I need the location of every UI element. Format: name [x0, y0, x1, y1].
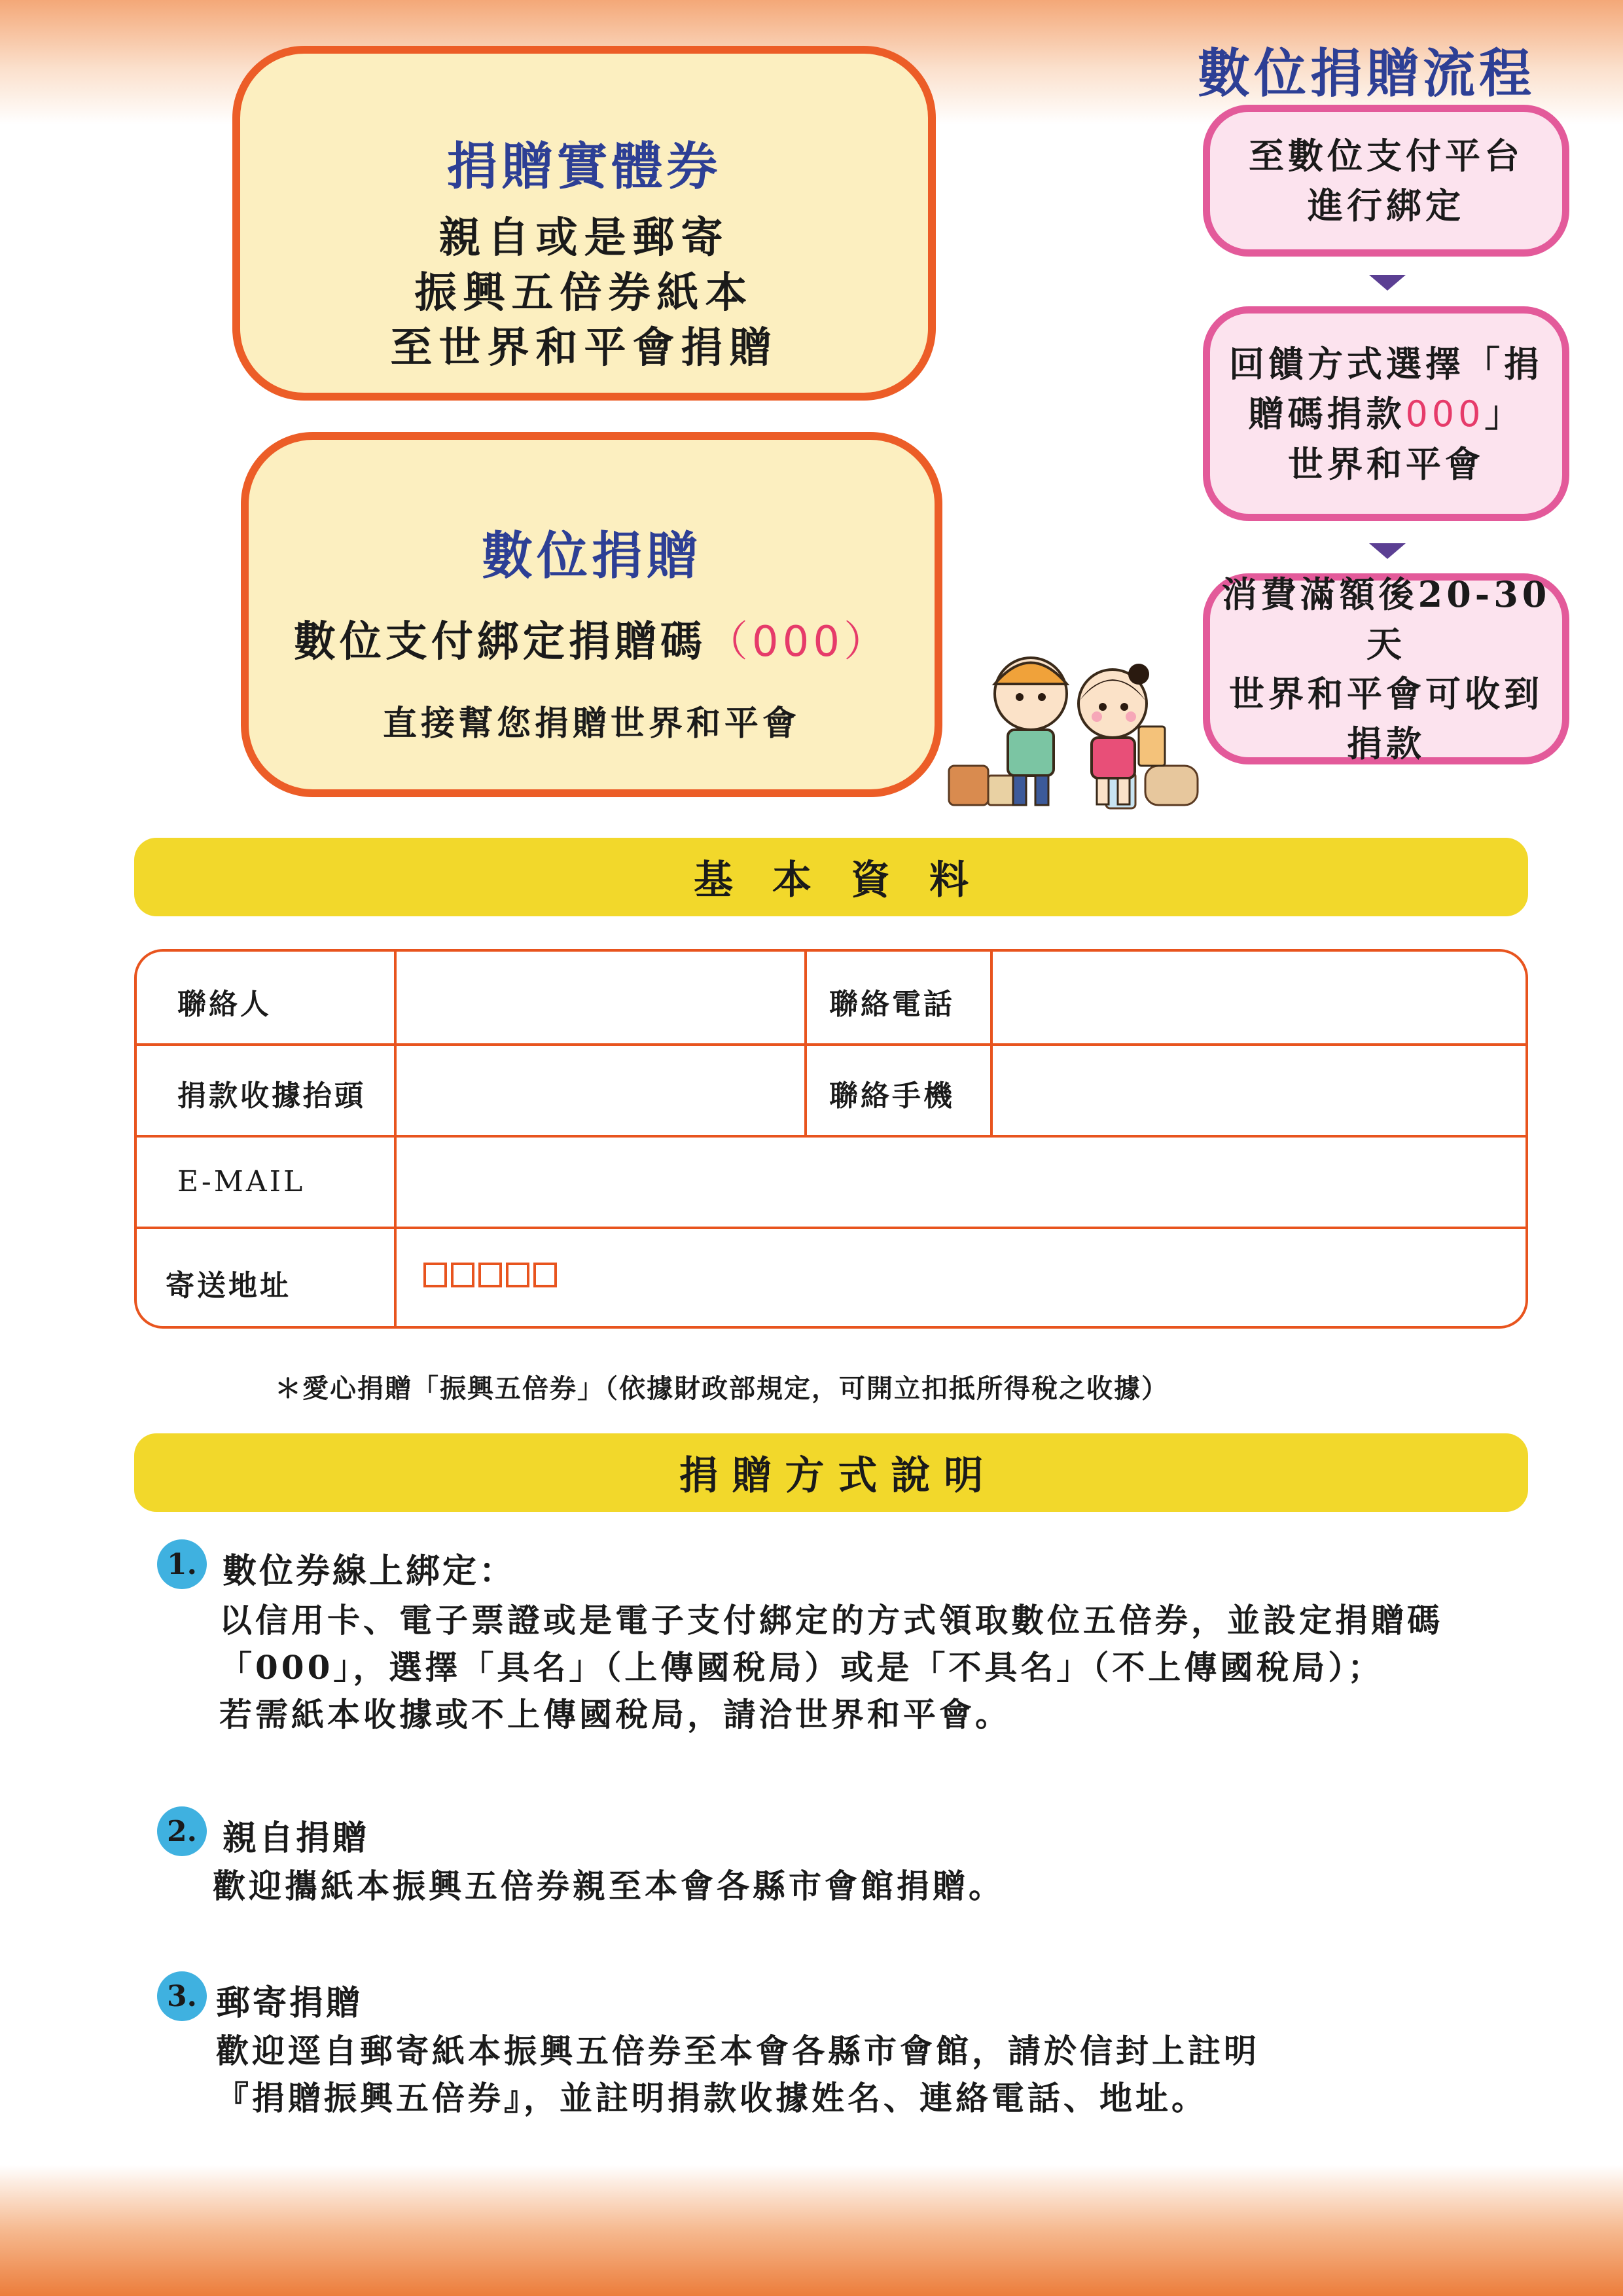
- digital-card-line2: 直接幫您捐贈世界和平會: [382, 704, 800, 744]
- email-label: E-MAIL: [177, 1165, 306, 1198]
- method-3-title: 郵寄捐贈: [216, 1983, 363, 2023]
- digital-card-line1-prefix: 數位支付綁定捐贈碼: [293, 617, 706, 666]
- step-number-badge: 2.: [157, 1806, 207, 1856]
- method-1-body: [219, 1597, 1443, 1738]
- flow-step-2-line: 回饋方式選擇「捐: [1229, 342, 1543, 385]
- digital-card-line1: [249, 608, 935, 668]
- flow-step-2: [1203, 306, 1569, 521]
- flow-step-3-line: 消費滿額後20-30天: [1221, 573, 1551, 665]
- method-2-body: [213, 1863, 1005, 1910]
- digital-card-title: 數位捐贈: [481, 526, 702, 586]
- digital-donation-card: [241, 432, 942, 797]
- step-number-badge: 3.: [157, 1971, 207, 2021]
- email-field[interactable]: [397, 1138, 1528, 1227]
- contact-phone-label: 聯絡電話: [829, 988, 955, 1021]
- basic-info-form: [134, 949, 1528, 1329]
- method-1-line: 「000」，選擇「具名」（上傳國稅局）或是「不具名」（不上傳國稅局）；: [219, 1648, 1384, 1687]
- step-number-badge: 1.: [157, 1539, 207, 1589]
- method-1-line: 若需紙本收據或不上傳國稅局，請洽世界和平會。: [219, 1695, 1011, 1734]
- method-3-line: 『捐贈振興五倍券』，並註明捐款收據姓名、連絡電話、地址。: [216, 2079, 1207, 2117]
- flow-step-3: [1203, 573, 1569, 764]
- method-3-body: [216, 2028, 1260, 2122]
- contact-person-label: 聯絡人: [177, 988, 272, 1021]
- flow-step-3-line: 捐款: [1347, 723, 1425, 764]
- flow-step-1-line: 至數位支付平台: [1249, 135, 1524, 177]
- zip-code-box[interactable]: [506, 1263, 529, 1287]
- physical-card-title: 捐贈實體券: [446, 137, 722, 196]
- flow-step-1-line: 進行綁定: [1308, 185, 1465, 226]
- zip-code-box[interactable]: [423, 1263, 447, 1287]
- address-field[interactable]: [397, 1229, 1528, 1329]
- bottom-gradient: [0, 2165, 1623, 2296]
- zip-code-box[interactable]: [478, 1263, 502, 1287]
- tax-deduction-note: ＊愛心捐贈「振興五倍券」（依據財政部規定，可開立扣抵所得稅之收據）: [275, 1373, 1169, 1404]
- flow-step-2-suffix: 」: [1484, 392, 1524, 435]
- zip-code-box[interactable]: [533, 1263, 557, 1287]
- flow-donation-code: 000: [1405, 393, 1485, 435]
- flow-arrow-icon: [1369, 275, 1406, 291]
- receipt-title-label: 捐款收據抬頭: [177, 1079, 366, 1113]
- physical-card-line: 至世界和平會捐贈: [390, 323, 778, 372]
- mobile-label: 聯絡手機: [829, 1079, 955, 1113]
- flow-step-3-line: 世界和平會可收到: [1229, 673, 1543, 715]
- method-2-line: 歡迎攜紙本振興五倍券親至本會各縣市會館捐贈。: [213, 1867, 1005, 1905]
- kids-donation-illustration: [942, 635, 1217, 818]
- flow-step-2-line: 世界和平會: [1288, 442, 1484, 485]
- physical-card-line: 振興五倍券紙本: [414, 268, 754, 317]
- flow-step-2-prefix: 贈碼捐款: [1248, 392, 1406, 435]
- flow-arrow-icon: [1369, 543, 1406, 559]
- flow-title: 數位捐贈流程: [1198, 43, 1535, 104]
- contact-phone-field[interactable]: [993, 952, 1528, 1043]
- basic-info-heading: 基 本 資 料: [134, 838, 1528, 916]
- donation-methods-heading: 捐 贈 方 式 說 明: [134, 1433, 1528, 1512]
- contact-person-field[interactable]: [397, 952, 804, 1043]
- physical-card-line: 親自或是郵寄: [438, 213, 730, 262]
- zip-code-box[interactable]: [451, 1263, 474, 1287]
- mobile-field[interactable]: [993, 1046, 1528, 1135]
- receipt-title-field[interactable]: [397, 1046, 804, 1135]
- flow-step-1: [1203, 105, 1569, 257]
- address-label: 寄送地址: [166, 1269, 291, 1302]
- flow-step-2-line: [1248, 389, 1524, 439]
- donation-code: （000）: [705, 618, 890, 666]
- method-1-line: 以信用卡、電子票證或是電子支付綁定的方式領取數位五倍券，並設定捐贈碼: [219, 1601, 1443, 1640]
- method-2-title: 親自捐贈: [223, 1818, 370, 1858]
- method-1-title: 數位券線上綁定：: [223, 1551, 516, 1591]
- method-3-line: 歡迎逕自郵寄紙本振興五倍券至本會各縣市會館，請於信封上註明: [216, 2032, 1260, 2070]
- physical-voucher-card: [232, 46, 936, 401]
